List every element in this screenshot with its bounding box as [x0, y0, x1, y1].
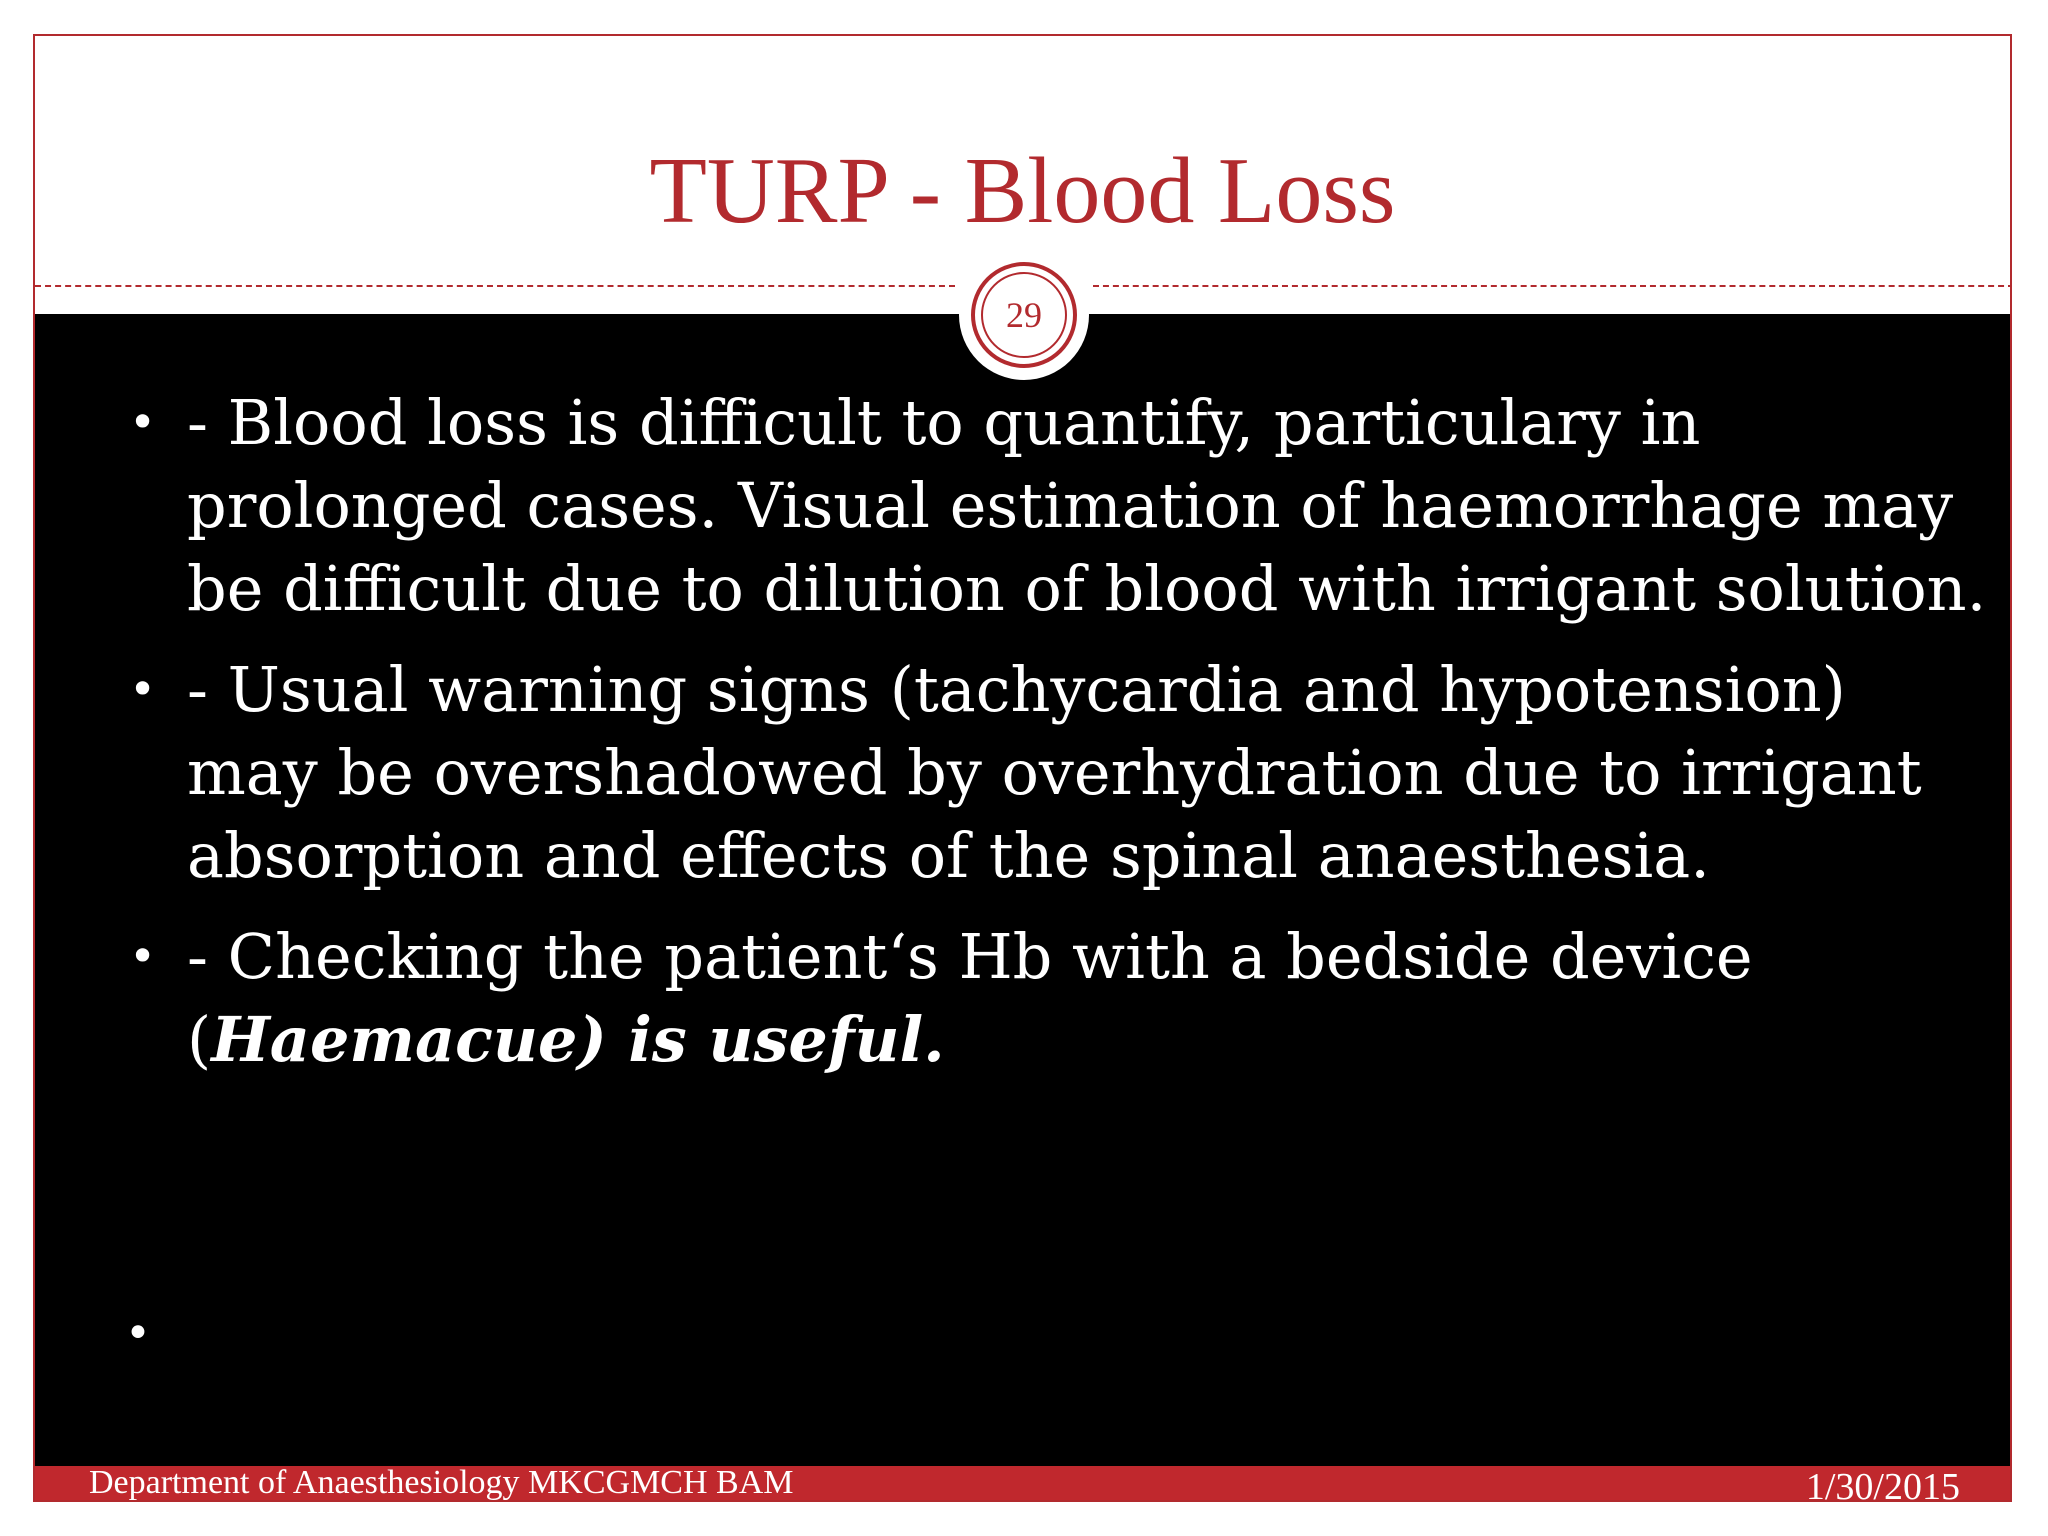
bullet-text: - Blood loss is difficult to quantify, particulary in prolonged cases. Visual estimation of haemorrhage may be difficult due to dilution of blood with irrigant solution.: [187, 386, 1987, 625]
bullet-marker: •: [129, 395, 157, 449]
bullet-item: [87, 648, 1987, 897]
header-divider-left: [35, 285, 955, 287]
slide-title: TURP - Blood Loss: [649, 139, 1396, 243]
page-number-ring: [971, 262, 1077, 368]
bullet-item: [87, 915, 1987, 1081]
bullet-item: [87, 381, 1987, 630]
bullet-marker: •: [129, 662, 157, 716]
bullet-list: [87, 381, 1987, 1099]
bullet-emphasis-text: Haemacue) is useful.: [211, 1003, 945, 1076]
page-number-badge: [959, 250, 1089, 380]
slide-footer: [35, 1466, 2010, 1502]
footer-date: 1/30/2015: [1805, 1466, 1960, 1502]
empty-bullet-marker: •: [125, 1308, 151, 1359]
bullet-marker: •: [129, 929, 157, 983]
slide: [33, 34, 2012, 1502]
bullet-text: - Checking the patient‘s Hb with a bedside device (: [187, 920, 1753, 1076]
header-divider-right: [1093, 285, 2012, 287]
page-number: 29: [981, 272, 1067, 358]
footer-department: Department of Anaesthesiology MKCGMCH BAM: [89, 1464, 794, 1501]
bullet-text: - Usual warning signs (tachycardia and hypotension) may be overshadowed by overhydration due to irrigant absorption and effects of the spinal anaesthesia.: [187, 653, 1922, 892]
